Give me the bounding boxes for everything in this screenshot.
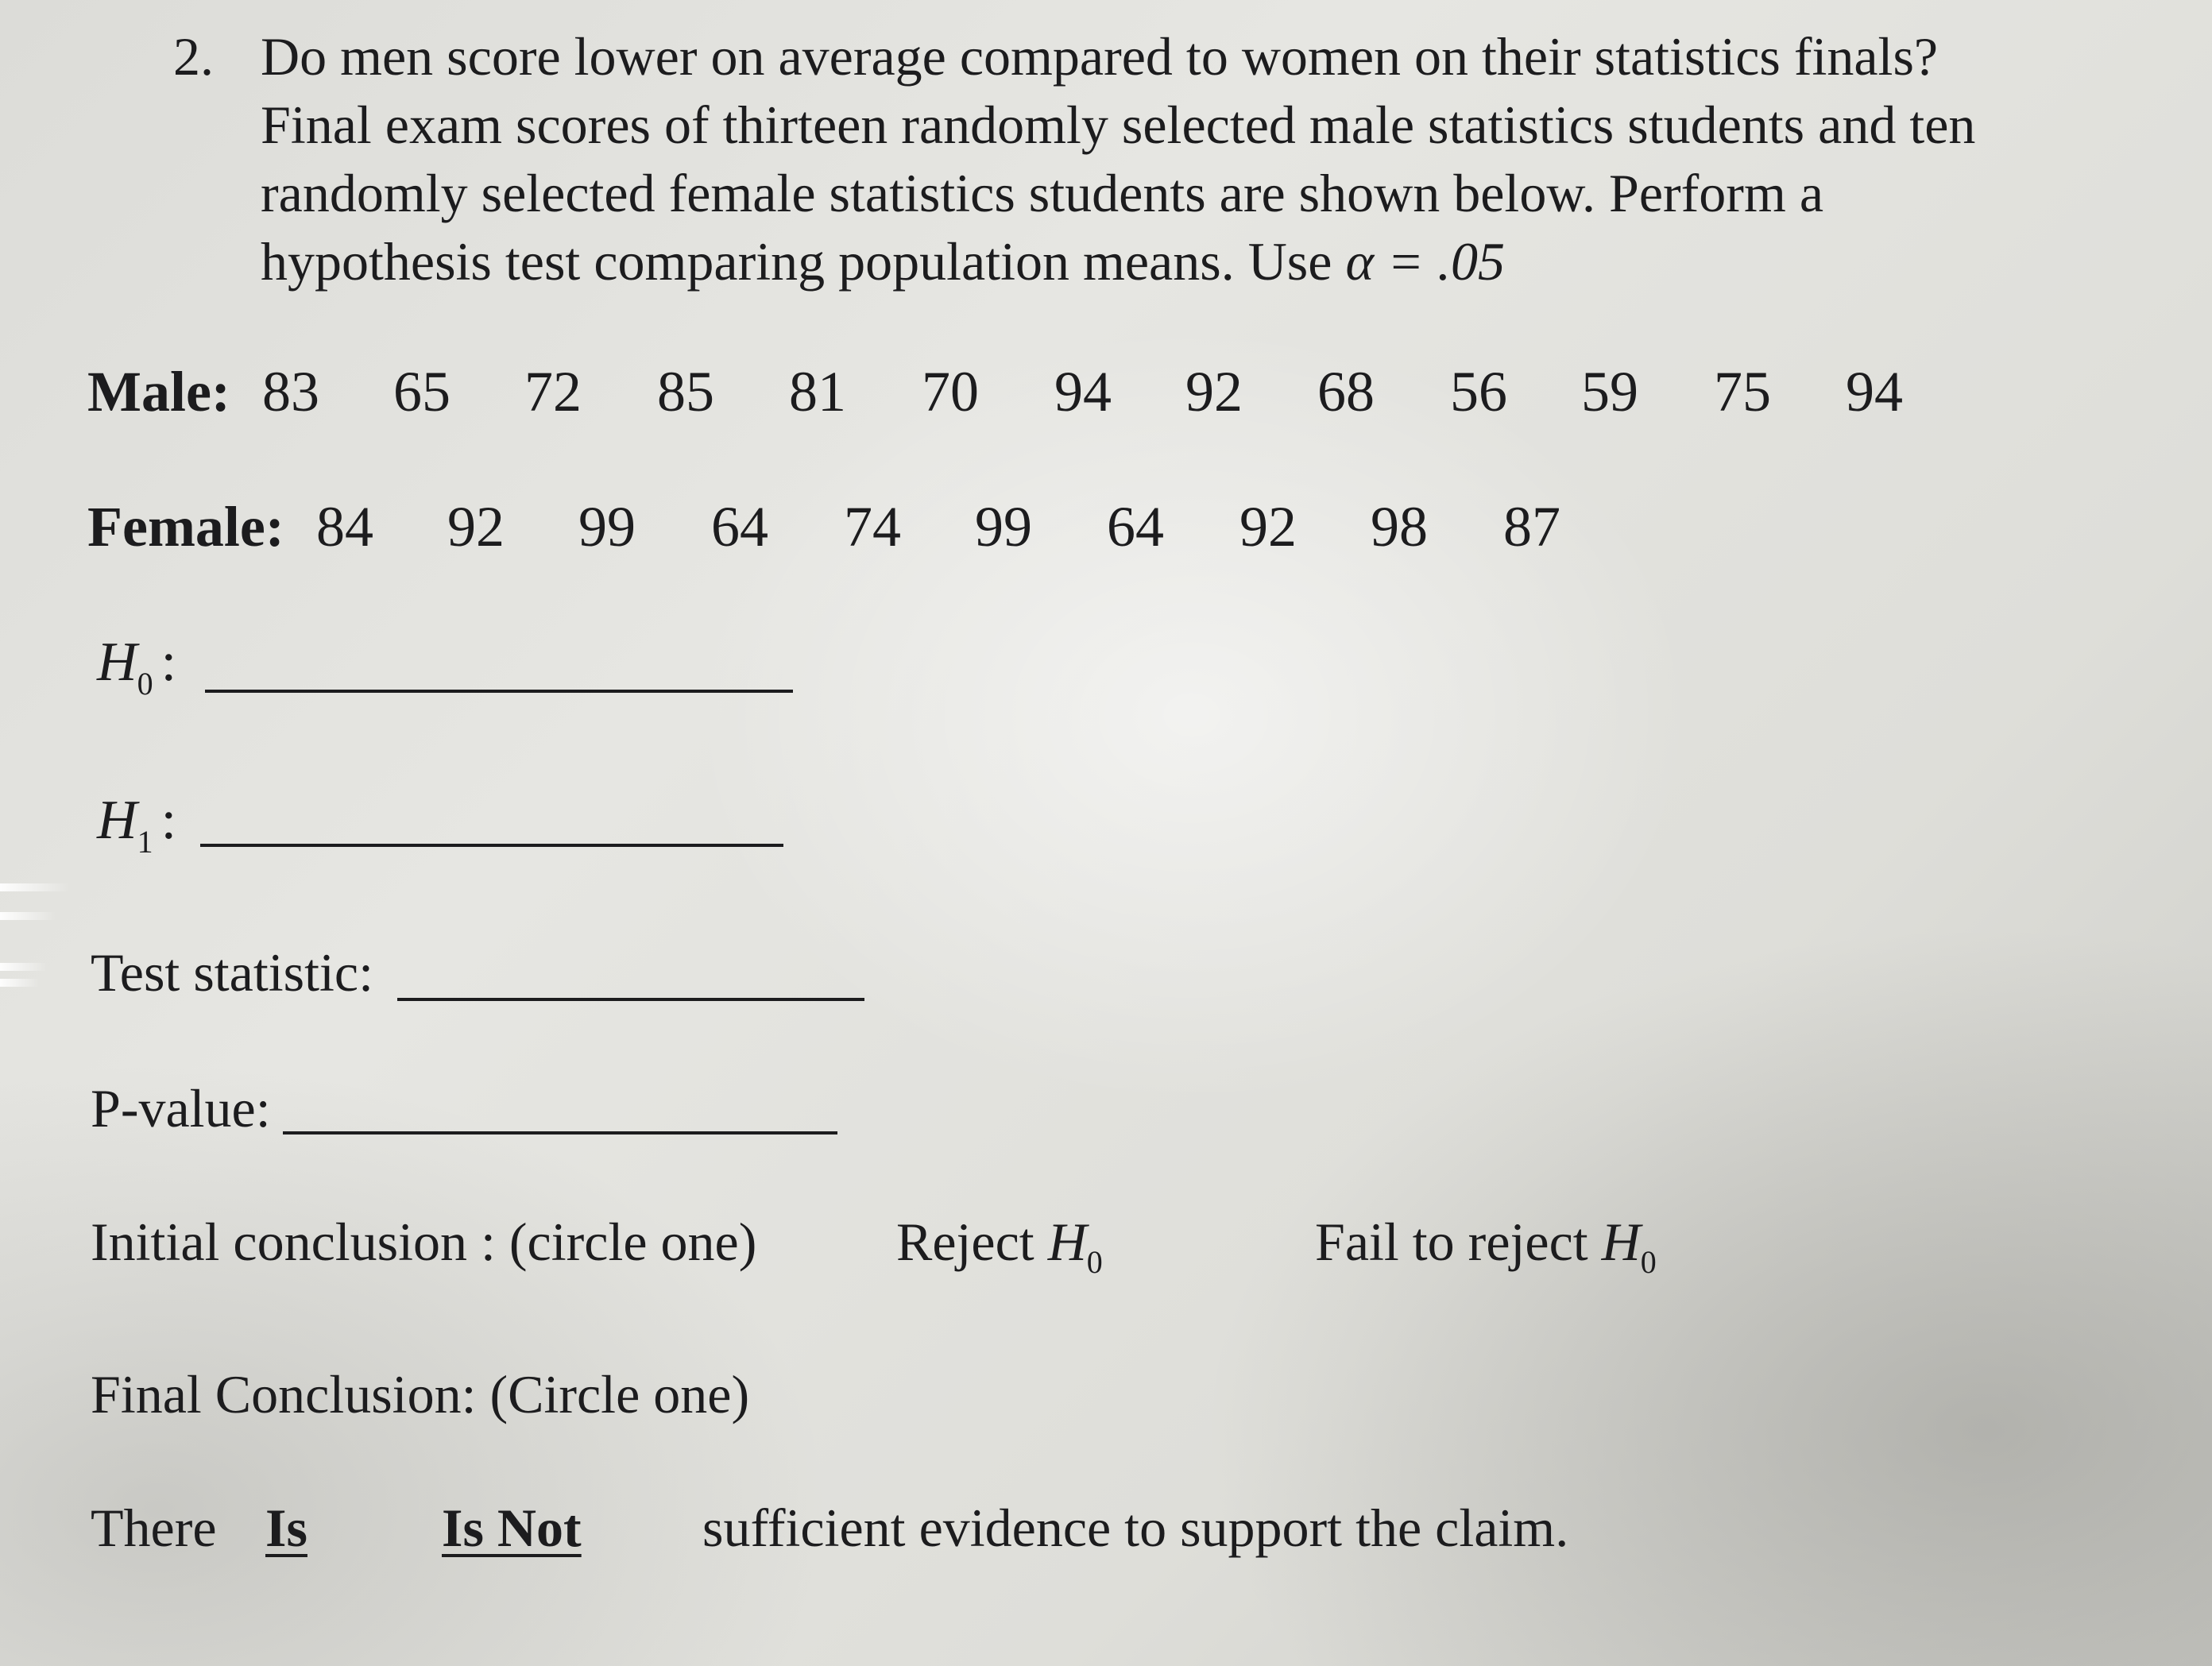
initial-conclusion-label: Initial conclusion : (circle one) xyxy=(91,1212,757,1272)
question-number: 2. xyxy=(173,26,214,87)
h1-answer-blank[interactable] xyxy=(200,844,783,847)
female-score: 64 xyxy=(1107,495,1164,559)
male-score: 59 xyxy=(1581,360,1638,423)
male-label: Male: xyxy=(87,360,230,423)
female-score: 99 xyxy=(578,495,636,559)
fail-to-reject-h0-option[interactable]: Fail to reject $H_0$ xyxy=(1315,1212,1657,1280)
final-conclusion-there: There xyxy=(91,1498,217,1558)
male-score: 83 xyxy=(262,360,319,423)
male-score: 72 xyxy=(524,360,582,423)
male-score: 94 xyxy=(1846,360,1903,423)
male-score: 81 xyxy=(789,360,846,423)
male-score: 56 xyxy=(1450,360,1507,423)
screen-glare xyxy=(0,963,48,971)
male-score: 92 xyxy=(1185,360,1243,423)
is-option[interactable]: Is xyxy=(265,1498,307,1558)
final-conclusion-label: Final Conclusion: (Circle one) xyxy=(91,1364,750,1424)
female-score: 74 xyxy=(844,495,901,559)
question-line: Do men score lower on average compared to women on their statistics finals? xyxy=(261,26,1939,87)
female-score: 92 xyxy=(447,495,505,559)
h1-label: $H_1$ : xyxy=(97,790,177,860)
male-score: 94 xyxy=(1054,360,1112,423)
question-line: Final exam scores of thirteen randomly selected male statistics students and ten xyxy=(261,95,1976,155)
is-not-option[interactable]: Is Not xyxy=(442,1498,582,1558)
final-conclusion-sentence: sufficient evidence to support the claim. xyxy=(702,1498,1569,1558)
male-score: 70 xyxy=(922,360,979,423)
female-score: 87 xyxy=(1503,495,1560,559)
male-score: 65 xyxy=(393,360,451,423)
female-score: 84 xyxy=(316,495,373,559)
female-score: 64 xyxy=(711,495,768,559)
question-line: hypothesis test comparing population means. Use α = .05 xyxy=(261,231,1506,292)
female-score: 98 xyxy=(1371,495,1428,559)
male-score: 68 xyxy=(1317,360,1375,423)
h0-label: $H_0$ : xyxy=(97,632,177,702)
alpha-value: α = .05 xyxy=(1345,231,1506,292)
p-value-blank[interactable] xyxy=(283,1131,837,1135)
female-label: Female: xyxy=(87,495,284,559)
male-score: 85 xyxy=(657,360,714,423)
screen-glare xyxy=(0,912,56,920)
reject-h0-option[interactable]: Reject $H_0$ xyxy=(896,1212,1103,1280)
female-score: 92 xyxy=(1239,495,1297,559)
question-line: randomly selected female statistics students are shown below. Perform a xyxy=(261,163,1824,223)
test-statistic-label: Test statistic: xyxy=(91,942,373,1003)
screen-glare xyxy=(0,883,70,891)
p-value-label: P-value: xyxy=(91,1078,271,1138)
female-score: 99 xyxy=(975,495,1032,559)
male-score: 75 xyxy=(1714,360,1771,423)
test-statistic-blank[interactable] xyxy=(397,998,864,1001)
h0-answer-blank[interactable] xyxy=(205,690,793,693)
screen-glare xyxy=(0,979,40,987)
